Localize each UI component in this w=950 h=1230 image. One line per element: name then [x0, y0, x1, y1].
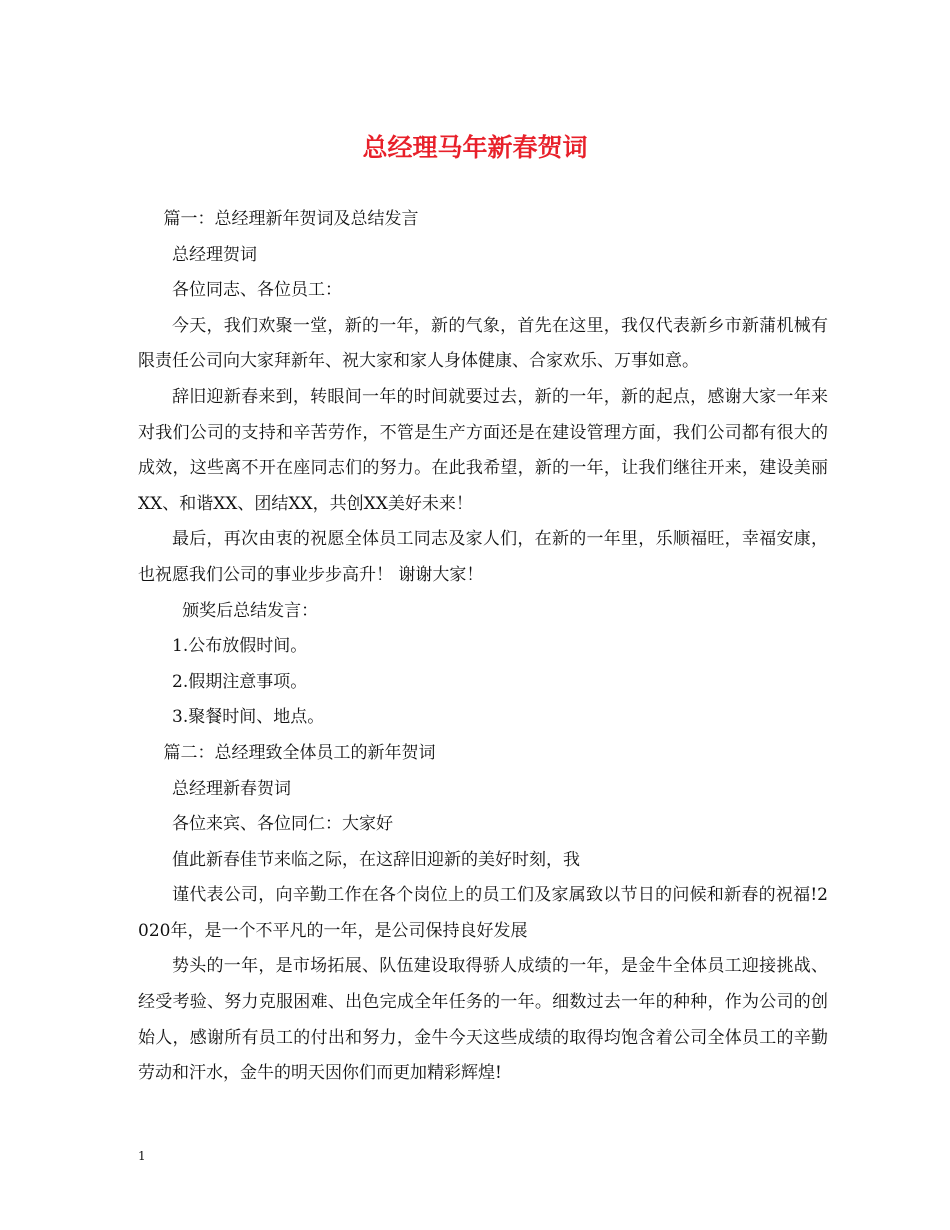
list-item-2: 2.假期注意事项。 — [172, 671, 308, 692]
paragraph-review: 辞旧迎新春来到，转眼间一年的时间就要过去，新的一年，新的起点，感谢大家一年来对我们公司的支持和辛苦劳作，不管是生产方面还是在建设管理方面，我们公司都有很大的成效，这些离不开在座同志们的努力。在此我希望，新的一年，让我们继往开来，建设美丽XX、和谐XX、团结XX，共创XX美好未来！ — [138, 386, 828, 514]
list-item-1: 1.公布放假时间。 — [172, 636, 308, 657]
paragraph-year-review: 势头的一年，是市场拓展、队伍建设取得骄人成绩的一年，是金牛全体员工迎接挑战、经受考验、努力克服困难、出色完成全年任务的一年。细数过去一年的种种，作为公司的创始人，感谢所有员工的付出和努力，金牛今天这些成绩的取得均饱含着公司全体员工的辛勤劳动和汗水，金牛的明天因你们而更加精彩辉煌! — [138, 956, 828, 1084]
section-heading-2: 篇二：总经理致全体员工的新年贺词 — [163, 742, 436, 763]
paragraph-closing: 最后，再次由衷的祝愿全体员工同志及家人们，在新的一年里，乐顺福旺，幸福安康，也祝愿我们公司的事业步步高升！ 谢谢大家！ — [138, 529, 828, 585]
paragraph-subtitle-1: 总经理贺词 — [172, 244, 257, 265]
paragraph-company-wishes: 谨代表公司，向辛勤工作在各个岗位上的员工们及家属致以节日的问候和新春的祝福!2020年，是一个不平凡的一年，是公司保持良好发展 — [138, 885, 828, 941]
list-item-3: 3.聚餐时间、地点。 — [172, 707, 325, 728]
paragraph-festival-intro: 值此新春佳节来临之际，在这辞旧迎新的美好时刻，我 — [172, 849, 580, 870]
document-body — [138, 202, 828, 1092]
page-number: 1 — [138, 1149, 146, 1163]
document-title: 总经理马年新春贺词 — [362, 133, 588, 162]
paragraph-salutation-1: 各位同志、各位员工： — [172, 280, 342, 301]
paragraph-salutation-2: 各位来宾、各位同仁：大家好 — [172, 814, 393, 835]
paragraph-greeting: 今天，我们欢聚一堂，新的一年，新的气象，首先在这里，我仅代表新乡市新蒲机械有限责任公司向大家拜新年、祝大家和家人身体健康、合家欢乐、万事如意。 — [138, 315, 828, 372]
section-heading-1: 篇一：总经理新年贺词及总结发言 — [163, 209, 419, 229]
paragraph-award-summary: 颁奖后总结发言： — [182, 600, 319, 621]
paragraph-subtitle-2: 总经理新春贺词 — [172, 778, 291, 799]
